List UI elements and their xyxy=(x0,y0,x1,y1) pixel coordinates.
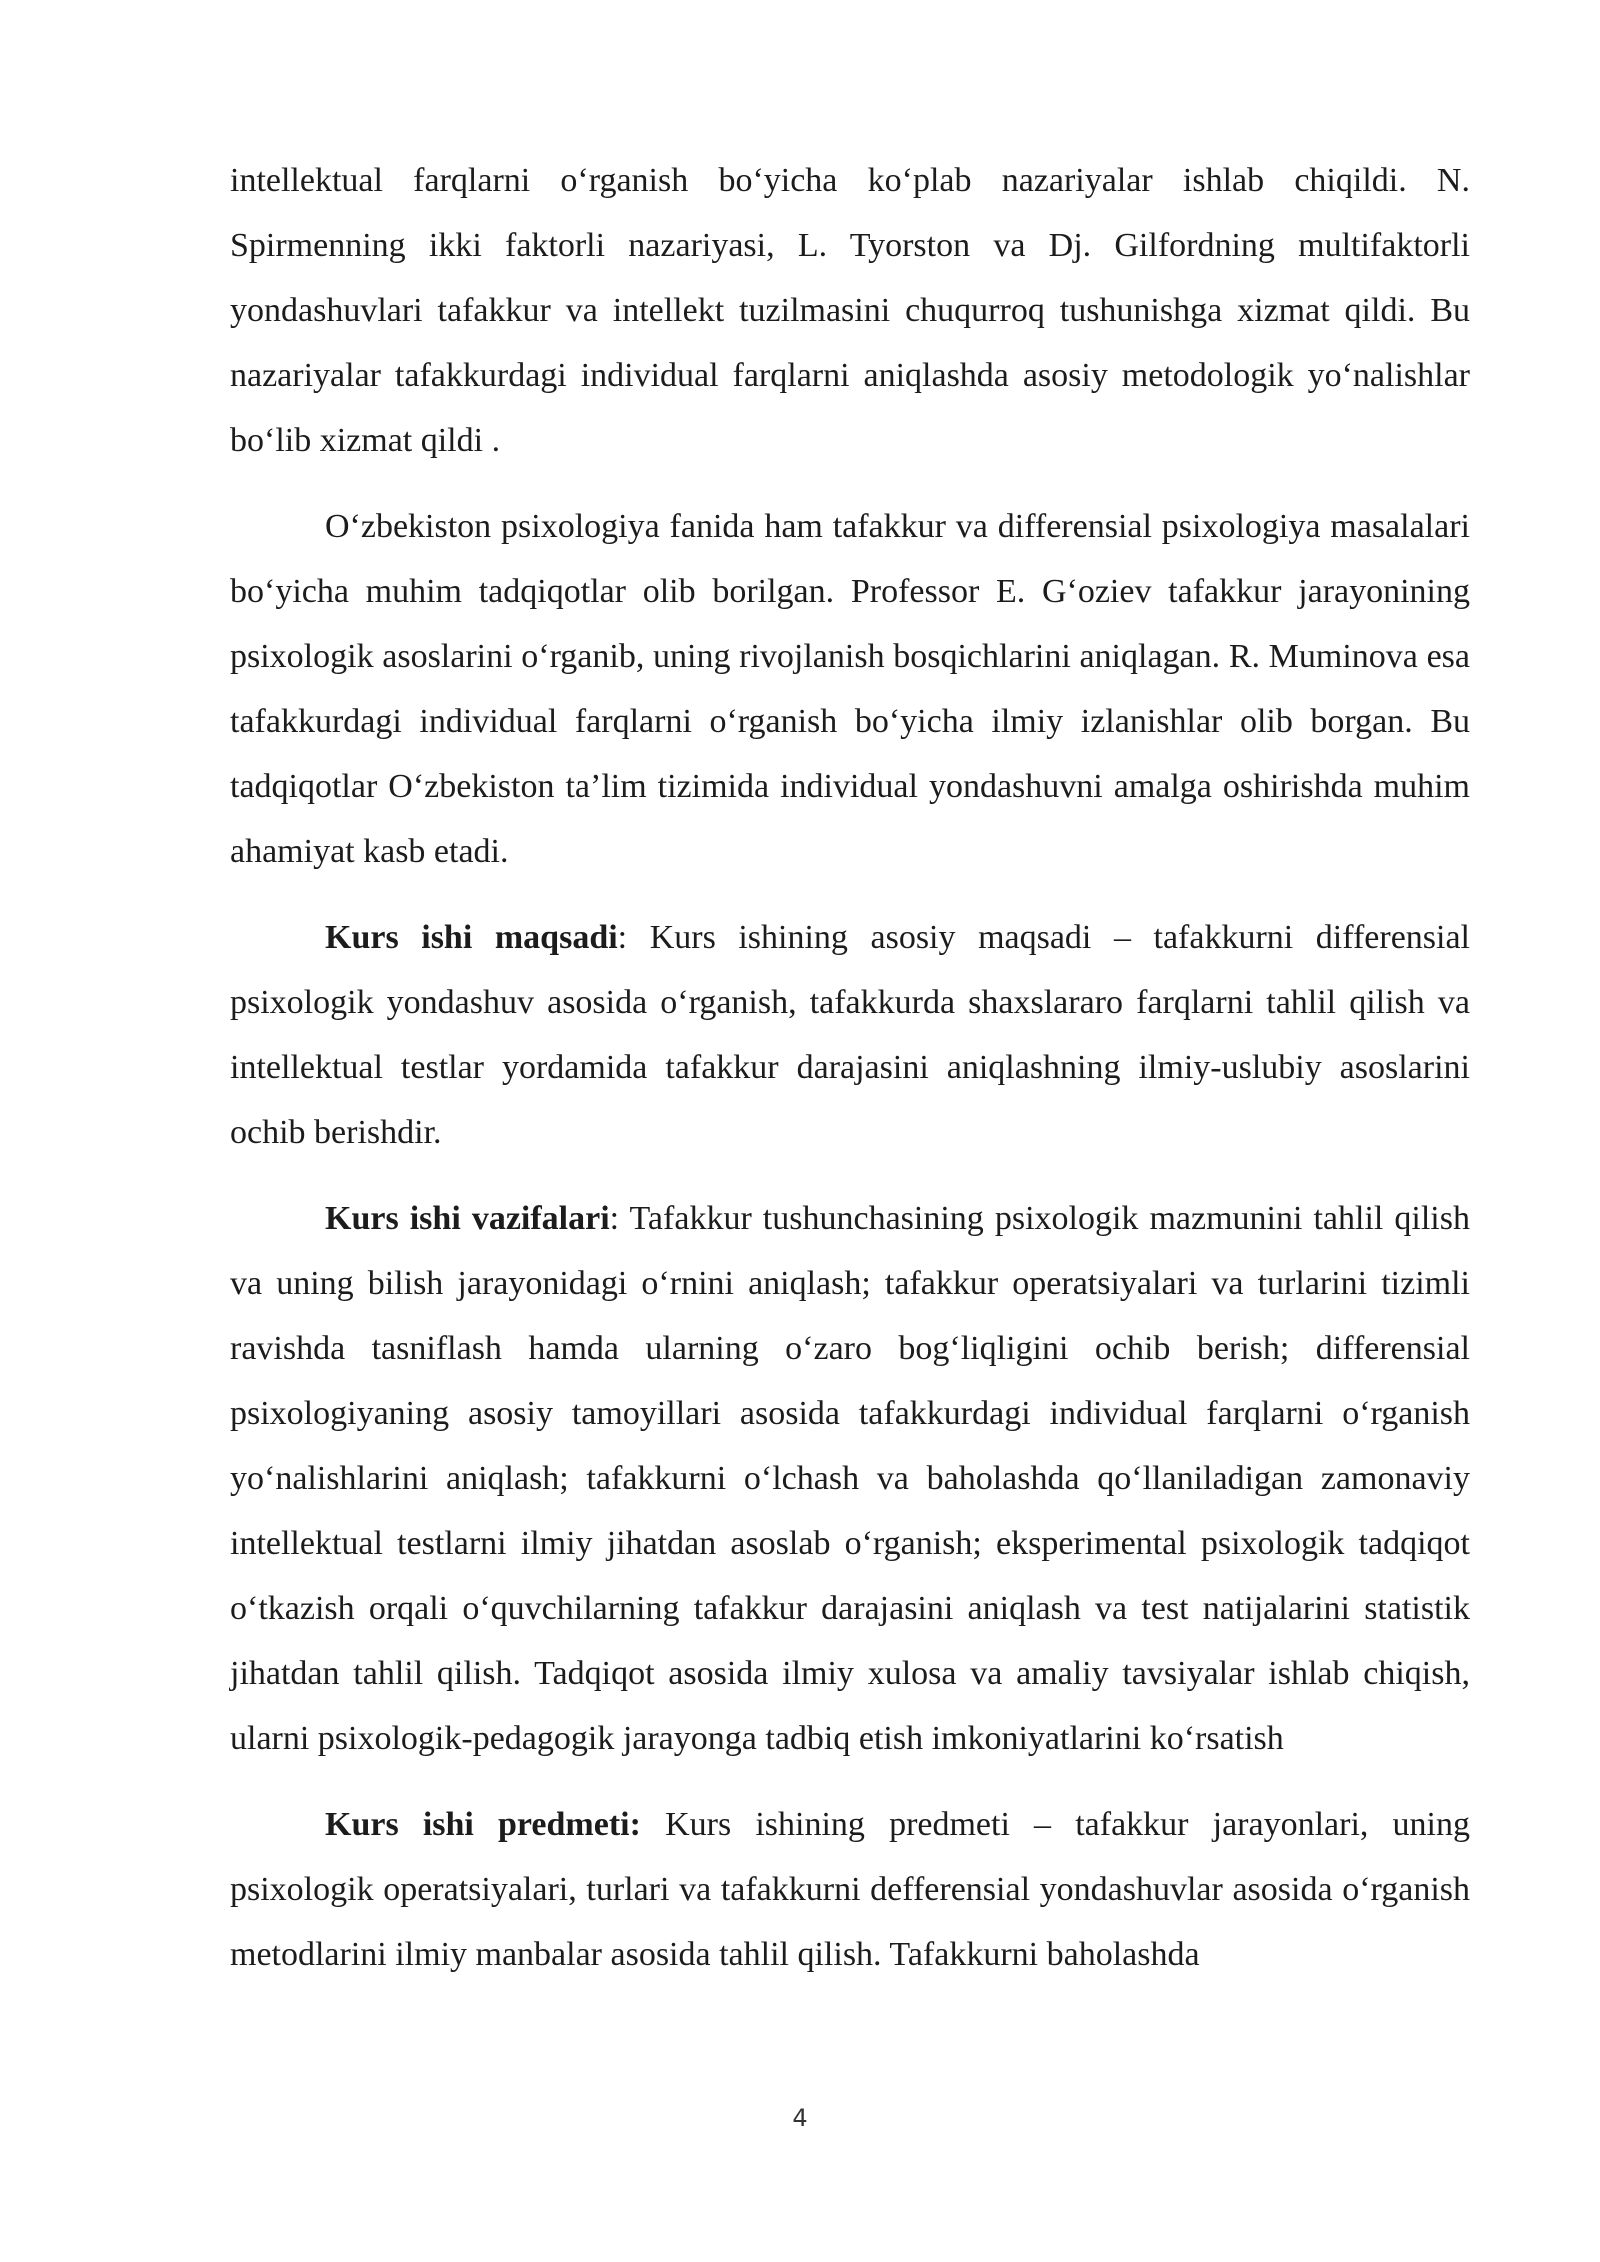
paragraph-lead-subject: Kurs ishi predmeti: xyxy=(325,1806,641,1843)
paragraph-course-subject xyxy=(230,1792,1470,1987)
document-body xyxy=(230,148,1470,2008)
paragraph-text: O‘zbekiston psixologiya fanida ham tafakkur va differensial psixologiya masalalari bo‘yicha muhim tadqiqotlar olib borilgan. Professor E. G‘oziev tafakkur jarayonining psixologik asoslarini o‘rganib, uning rivojlanish bosqichlarini aniqlagan. R. Muminova esa tafakkurdagi individual farqlarni o‘rganish bo‘yicha ilmiy izlanishlar olib borgan. Bu tadqiqotlar O‘zbekiston ta’lim tizimida individual yondashuvni amalga oshirishda muhim ahamiyat kasb etadi. xyxy=(230,508,1470,870)
paragraph-course-goal xyxy=(230,905,1470,1165)
paragraph-text: Kurs ishining predmeti – tafakkur jarayonlari, uning psixologik operatsiyalari, turlari va tafakkurni defferensial yondashuvlar asosida o‘rganish metodlarini ilmiy manbalar asosida tahlil qilish. Tafakkurni baholashda xyxy=(230,1806,1470,1973)
paragraph-text: intellektual farqlarni o‘rganish bo‘yicha ko‘plab nazariyalar ishlab chiqildi. N. Spirmenning ikki faktorli nazariyasi, L. Tyorston va Dj. Gilfordning multifaktorli yondashuvlari tafakkur va intellekt tuzilmasini chuqurroq tushunishga xizmat qildi. Bu nazariyalar tafakkurdagi individual farqlarni aniqlashda asosiy metodologik yo‘nalishlar bo‘lib xizmat qildi . xyxy=(230,162,1470,459)
page-number: 4 xyxy=(792,2104,808,2132)
paragraph-lead-goal: Kurs ishi maqsadi xyxy=(325,919,618,956)
paragraph-uzbekistan-research xyxy=(230,494,1470,884)
paragraph-text: : Tafakkur tushunchasining psixologik mazmunini tahlil qilish va uning bilish jarayonidagi o‘rnini aniqlash; tafakkur operatsiyalari va turlarini tizimli ravishda tasniflash hamda ularning o‘zaro bog‘liqligini ochib berish; differensial psixologiyaning asosiy tamoyillari asosida tafakkurdagi individual farqlarni o‘rganish yo‘nalishlarini aniqlash; tafakkurni o‘lchash va baholashda qo‘llaniladigan zamonaviy intellektual testlarni ilmiy jihatdan asoslab o‘rganish; eksperimental psixologik tadqiqot o‘tkazish orqali o‘quvchilarning tafakkur darajasini aniqlash va test natijalarini statistik jihatdan tahlil qilish. Tadqiqot asosida ilmiy xulosa va amaliy tavsiyalar ishlab chiqish, ularni psixologik-pedagogik jarayonga tadbiq etish imkoniyatlarini ko‘rsatish xyxy=(230,1200,1470,1757)
paragraph-intellectual-theories xyxy=(230,148,1470,473)
paragraph-text: : Kurs ishining asosiy maqsadi – tafakkurni differensial psixologik yondashuv asosida o‘rganish, tafakkurda shaxslararo farqlarni tahlil qilish va intellektual testlar yordamida tafakkur darajasini aniqlashning ilmiy-uslubiy asoslarini ochib berishdir. xyxy=(230,919,1471,1151)
paragraph-lead-tasks: Kurs ishi vazifalari xyxy=(325,1200,610,1237)
paragraph-course-tasks xyxy=(230,1186,1470,1771)
